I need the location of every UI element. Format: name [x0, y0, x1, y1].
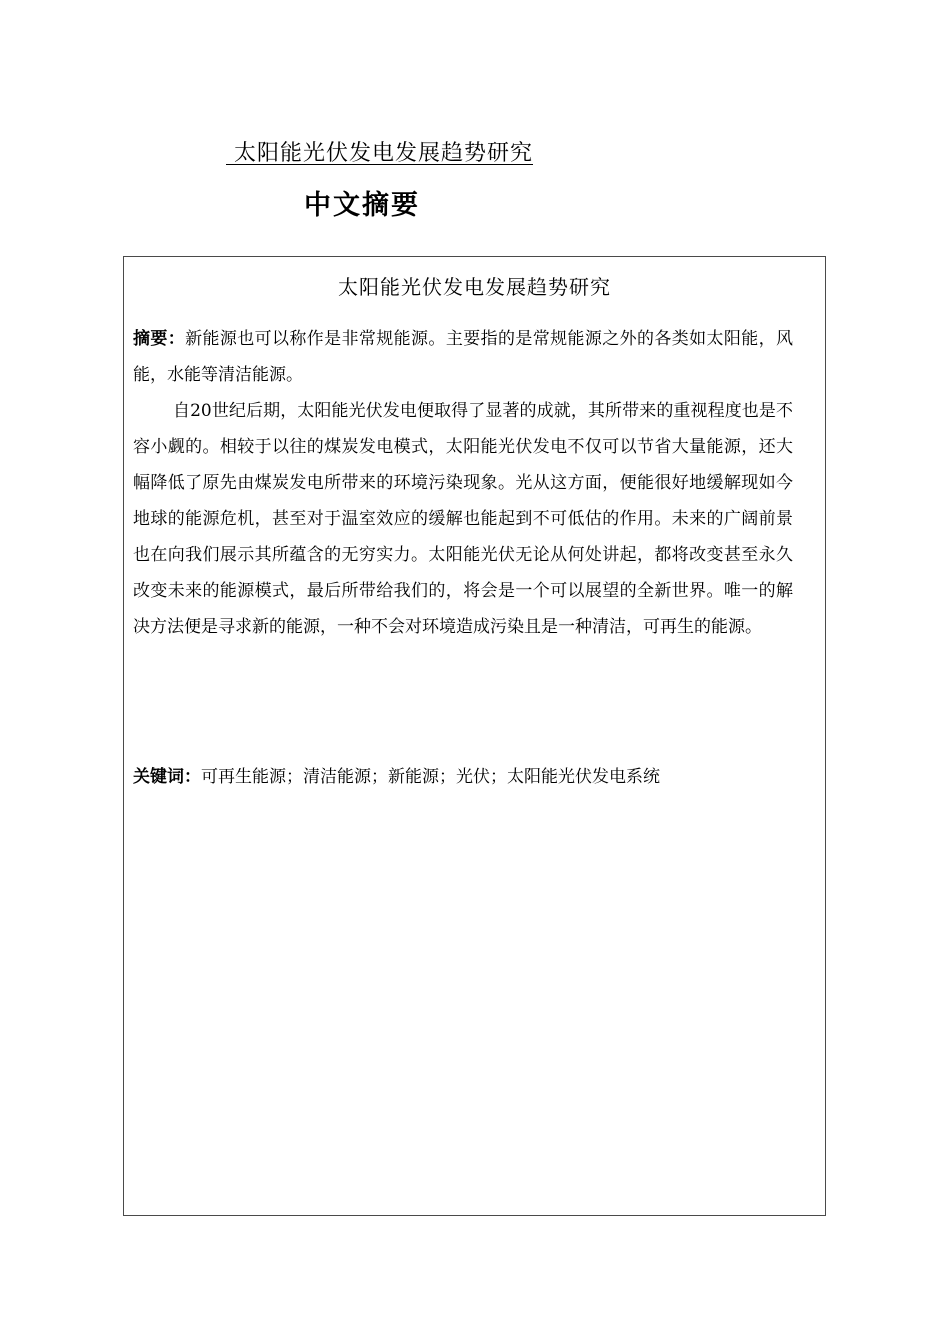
- section-heading: 中文摘要: [304, 190, 420, 221]
- abstract-paragraph-1-text: 新能源也可以称作是非常规能源。主要指的是常规能源之外的各类如太阳能，风能，水能等清洁能源。: [133, 329, 794, 385]
- keywords-line: [133, 759, 793, 795]
- abstract-box-title: 太阳能光伏发电发展趋势研究: [338, 275, 611, 299]
- abstract-paragraph-2: 自20世纪后期，太阳能光伏发电便取得了显著的成就，其所带来的重视程度也是不容小觑的。相较于以往的煤炭发电模式，太阳能光伏发电不仅可以节省大量能源，还大幅降低了原先由煤炭发电所带来的环境污染现象。光从这方面，便能很好地缓解现如今地球的能源危机，甚至对于温室效应的缓解也能起到不可低估的作用。未来的广阔前景也在向我们展示其所蕴含的无穷实力。太阳能光伏无论从何处讲起，都将改变甚至永久改变未来的能源模式，最后所带给我们的，将会是一个可以展望的全新世界。唯一的解决方法便是寻求新的能源，一种不会对环境造成污染且是一种清洁，可再生的能源。: [133, 401, 793, 637]
- abstract-box: [123, 256, 826, 1216]
- abstract-paragraph-1: [133, 321, 793, 393]
- document-title: 太阳能光伏发电发展趋势研究: [226, 141, 533, 166]
- keywords-text: 可再生能源；清洁能源；新能源；光伏；太阳能光伏发电系统: [201, 767, 660, 787]
- abstract-label: 摘要：: [133, 329, 186, 349]
- abstract-body: [133, 321, 793, 645]
- keywords-label: 关键词：: [133, 767, 201, 787]
